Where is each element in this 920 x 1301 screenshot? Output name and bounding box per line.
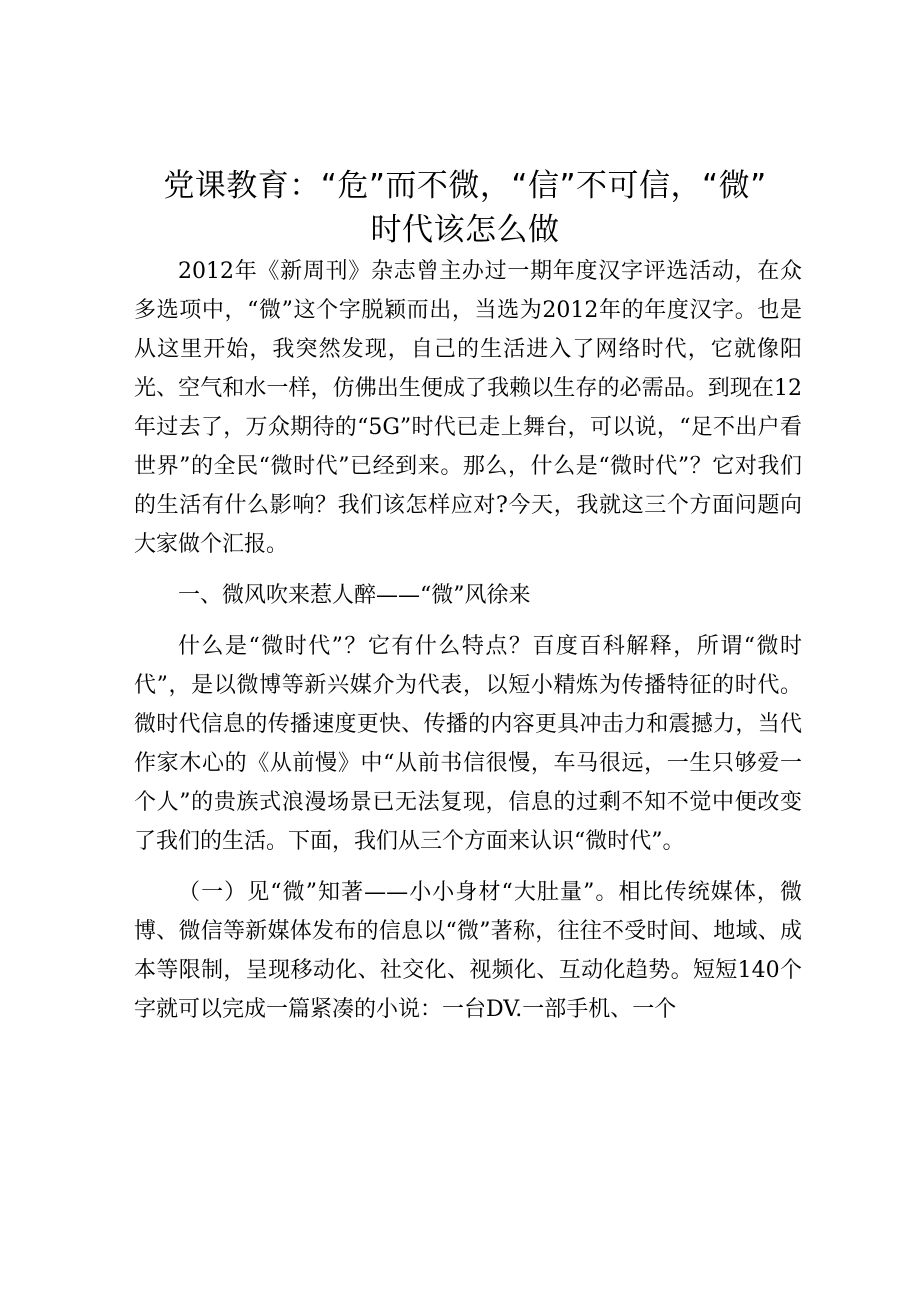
document-body [134,252,802,1029]
intro-paragraph: 2012年《新周刊》杂志曾主办过一期年度汉字评选活动，在众多选项中，“微”这个字脱颖而出，当选为2012年的年度汉字。也是从这里开始，我突然发现，自己的生活进入了网络时代，它就像阳光、空气和水一样，仿佛出生便成了我赖以生存的必需品。到现在12年过去了，万众期待的“5G”时代已走上舞台，可以说，“足不出户看世界”的全民“微时代”已经到来。那么，什么是“微时代”？它对我们的生活有什么影响？我们该怎样应对?今天，我就这三个方面问题向大家做个汇报。 [134,259,802,557]
title-line-1: 党课教育：“危”而不微，“信”不可信，“微” [163,168,767,204]
document-title [125,164,805,252]
section-1-paragraph: 什么是“微时代”？它有什么特点？百度百科解释，所谓“微时代”，是以微博等新兴媒介为代表，以短小精炼为传播特征的时代。微时代信息的传播速度更快、传播的内容更具冲击力和震撼力，当代作家木心的《从前慢》中“从前书信很慢，车马很远，一生只够爱一个人”的贵族式浪漫场景已无法复现，信息的过剩不知不觉中便改变了我们的生活。下面，我们从三个方面来认识“微时代”。 [134,634,802,854]
title-line-2: 时代该怎么做 [370,212,560,248]
section-heading-1: 一、微风吹来惹人醉——“微”风徐来 [178,583,531,608]
subsection-1-paragraph: （一）见“微”知著——小小身材“大肚量”。相比传统媒体，微博、微信等新媒体发布的信息以“微”著称，往往不受时间、地域、成本等限制，呈现移动化、社交化、视频化、互动化趋势。短短140个字就可以完成一篇紧凑的小说：一台DV.一部手机、一个 [134,880,802,1022]
